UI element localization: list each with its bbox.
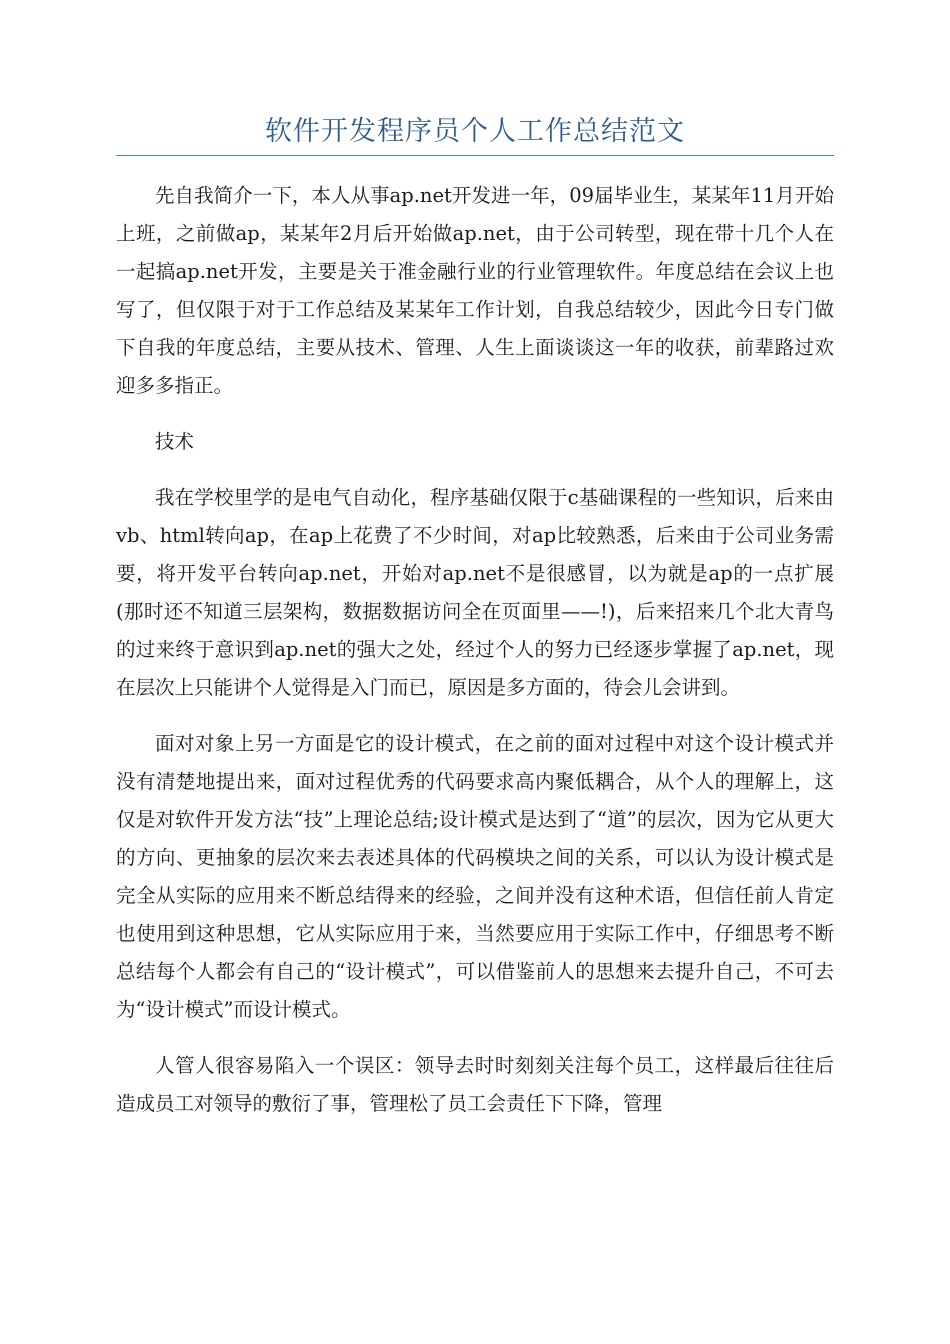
section-heading-technology: 技术	[155, 430, 195, 453]
paragraph-tech-background: 我在学校里学的是电气自动化，程序基础仅限于c基础课程的一些知识，后来由vb、html转向ap，在ap上花费了不少时间，对ap比较熟悉，后来由于公司业务需要，将开发平台转向ap.net，开始对ap.net不是很感冒，以为就是ap的一点扩展(那时还不知道三层架构，数据数据访问全在页面里——!)，后来招来几个北大青鸟的过来终于意识到ap.net的强大之处，经过个人的努力已经逐步掌握了ap.net，现在层次上只能讲个人觉得是入门而已，原因是多方面的，待会儿会讲到。	[116, 486, 834, 699]
document-body	[116, 177, 834, 1141]
document-title: 软件开发程序员个人工作总结范文	[265, 116, 685, 147]
paragraph-design-patterns: 面对对象上另一方面是它的设计模式，在之前的面对过程中对这个设计模式并没有清楚地提出来，面对过程优秀的代码要求高内聚低耦合，从个人的理解上，这仅是对软件开发方法“技”上理论总结;设计模式是达到了“道”的层次，因为它从更大的方向、更抽象的层次来去表述具体的代码模块之间的关系，可以认为设计模式是完全从实际的应用来不断总结得来的经验，之间并没有这种术语，但信任前人肯定也使用到这种思想，它从实际应用于来，当然要应用于实际工作中，仔细思考不断总结每个人都会有自己的“设计模式”，可以借鉴前人的思想来去提升自己，不可去为“设计模式”而设计模式。	[116, 732, 834, 1021]
paragraph-intro: 先自我简介一下，本人从事ap.net开发进一年，09届毕业生，某某年11月开始上班，之前做ap，某某年2月后开始做ap.net，由于公司转型，现在带十几个人在一起搞ap.net开发，主要是关于准金融行业的行业管理软件。年度总结在会议上也写了，但仅限于对于工作总结及某某年工作计划，自我总结较少，因此今日专门做下自我的年度总结，主要从技术、管理、人生上面谈谈这一年的收获，前辈路过欢迎多多指正。	[116, 184, 834, 397]
title-underline	[116, 155, 834, 156]
paragraph-management: 人管人很容易陷入一个误区：领导去时时刻刻关注每个员工，这样最后往往后造成员工对领导的敷衍了事，管理松了员工会责任下下降，管理	[116, 1054, 834, 1115]
